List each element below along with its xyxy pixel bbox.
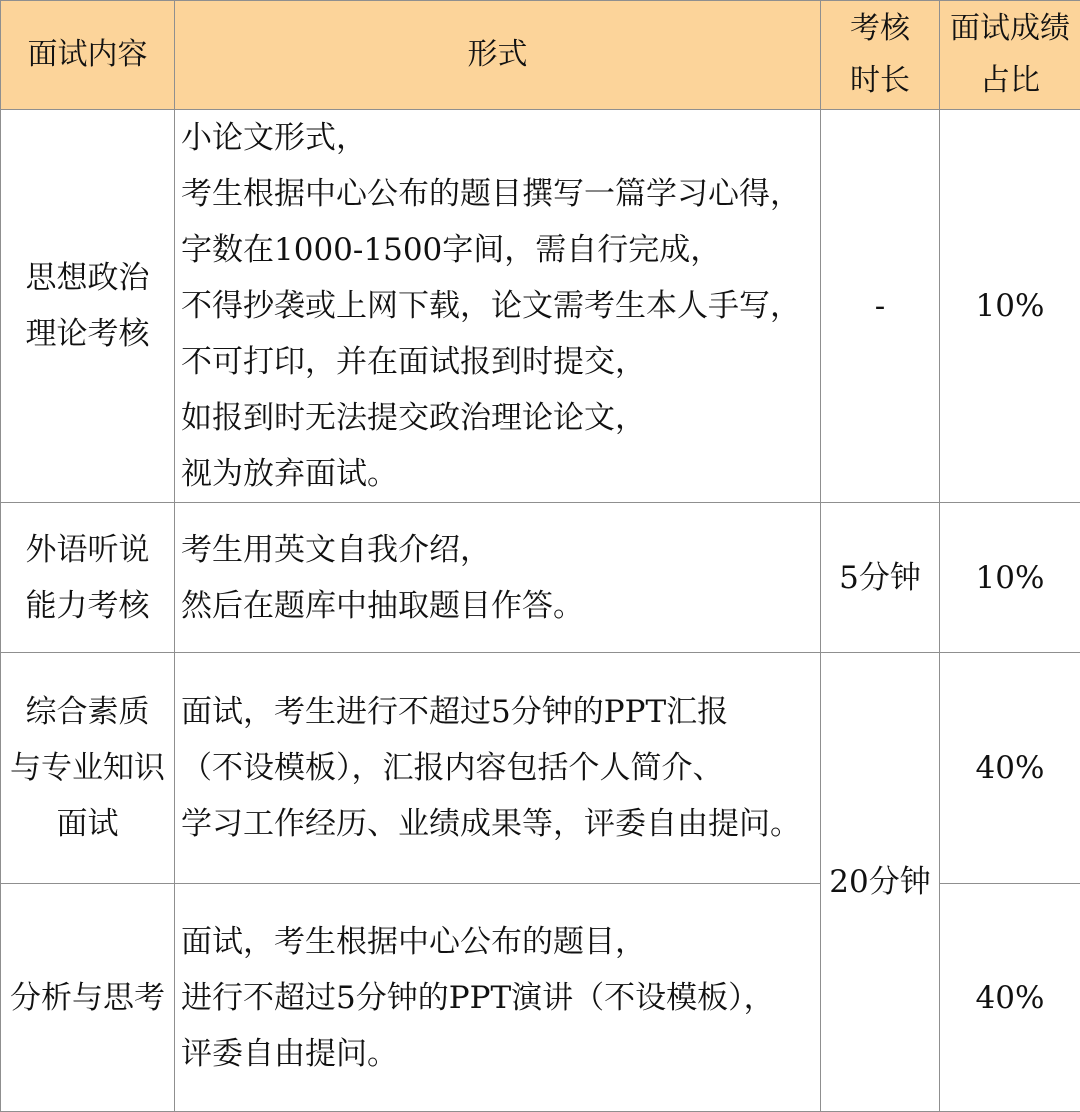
weight-cell: 10%	[940, 503, 1080, 653]
form-line: 小论文形式，	[181, 110, 820, 166]
content-line: 分析与思考	[1, 970, 174, 1026]
weight-cell: 40%	[940, 884, 1080, 1112]
header-weight-line: 占比	[940, 55, 1080, 107]
table-body	[1, 110, 1080, 1112]
form-line: 然后在题库中抽取题目作答。	[181, 578, 820, 634]
content-line: 能力考核	[1, 578, 174, 634]
header-duration	[821, 1, 940, 110]
duration-cell-merged: 20分钟	[821, 653, 940, 1112]
form-line: 进行不超过5分钟的PPT演讲（不设模板），	[181, 970, 820, 1026]
form-line: 不得抄袭或上网下载，论文需考生本人手写，	[181, 278, 820, 334]
table-row	[1, 503, 1080, 653]
form-cell	[175, 110, 821, 503]
content-cell	[1, 110, 175, 503]
weight-cell: 10%	[940, 110, 1080, 503]
form-line: （不设模板），汇报内容包括个人简介、	[181, 740, 820, 796]
header-form-label: 形式	[175, 29, 820, 81]
form-line: 考生用英文自我介绍，	[181, 522, 820, 578]
content-line: 思想政治	[1, 250, 174, 306]
header-row	[1, 1, 1080, 110]
content-line: 面试	[1, 796, 174, 852]
header-weight-line: 面试成绩	[940, 3, 1080, 55]
form-line: 学习工作经历、业绩成果等，评委自由提问。	[181, 796, 820, 852]
duration-cell: -	[821, 110, 940, 503]
weight-cell: 40%	[940, 653, 1080, 884]
header-form	[175, 1, 821, 110]
content-line: 理论考核	[1, 306, 174, 362]
content-cell	[1, 503, 175, 653]
form-line: 评委自由提问。	[181, 1026, 820, 1082]
content-line: 与专业知识	[1, 740, 174, 796]
form-cell	[175, 503, 821, 653]
duration-cell: 5分钟	[821, 503, 940, 653]
table-row	[1, 110, 1080, 503]
form-line: 面试，考生进行不超过5分钟的PPT汇报	[181, 684, 820, 740]
content-line: 综合素质	[1, 684, 174, 740]
form-cell	[175, 884, 821, 1112]
header-content	[1, 1, 175, 110]
form-line: 面试，考生根据中心公布的题目，	[181, 914, 820, 970]
form-cell	[175, 653, 821, 884]
form-line: 字数在1000-1500字间，需自行完成，	[181, 222, 820, 278]
form-line: 考生根据中心公布的题目撰写一篇学习心得，	[181, 166, 820, 222]
header-duration-line: 时长	[821, 55, 939, 107]
form-line: 如报到时无法提交政治理论论文，	[181, 390, 820, 446]
table-row	[1, 653, 1080, 884]
form-line: 视为放弃面试。	[181, 446, 820, 502]
header-content-label: 面试内容	[1, 29, 174, 81]
content-line: 外语听说	[1, 522, 174, 578]
form-line: 不可打印，并在面试报到时提交，	[181, 334, 820, 390]
content-cell	[1, 653, 175, 884]
header-duration-line: 考核	[821, 3, 939, 55]
table-header	[1, 1, 1080, 110]
content-cell	[1, 884, 175, 1112]
header-weight	[940, 1, 1080, 110]
